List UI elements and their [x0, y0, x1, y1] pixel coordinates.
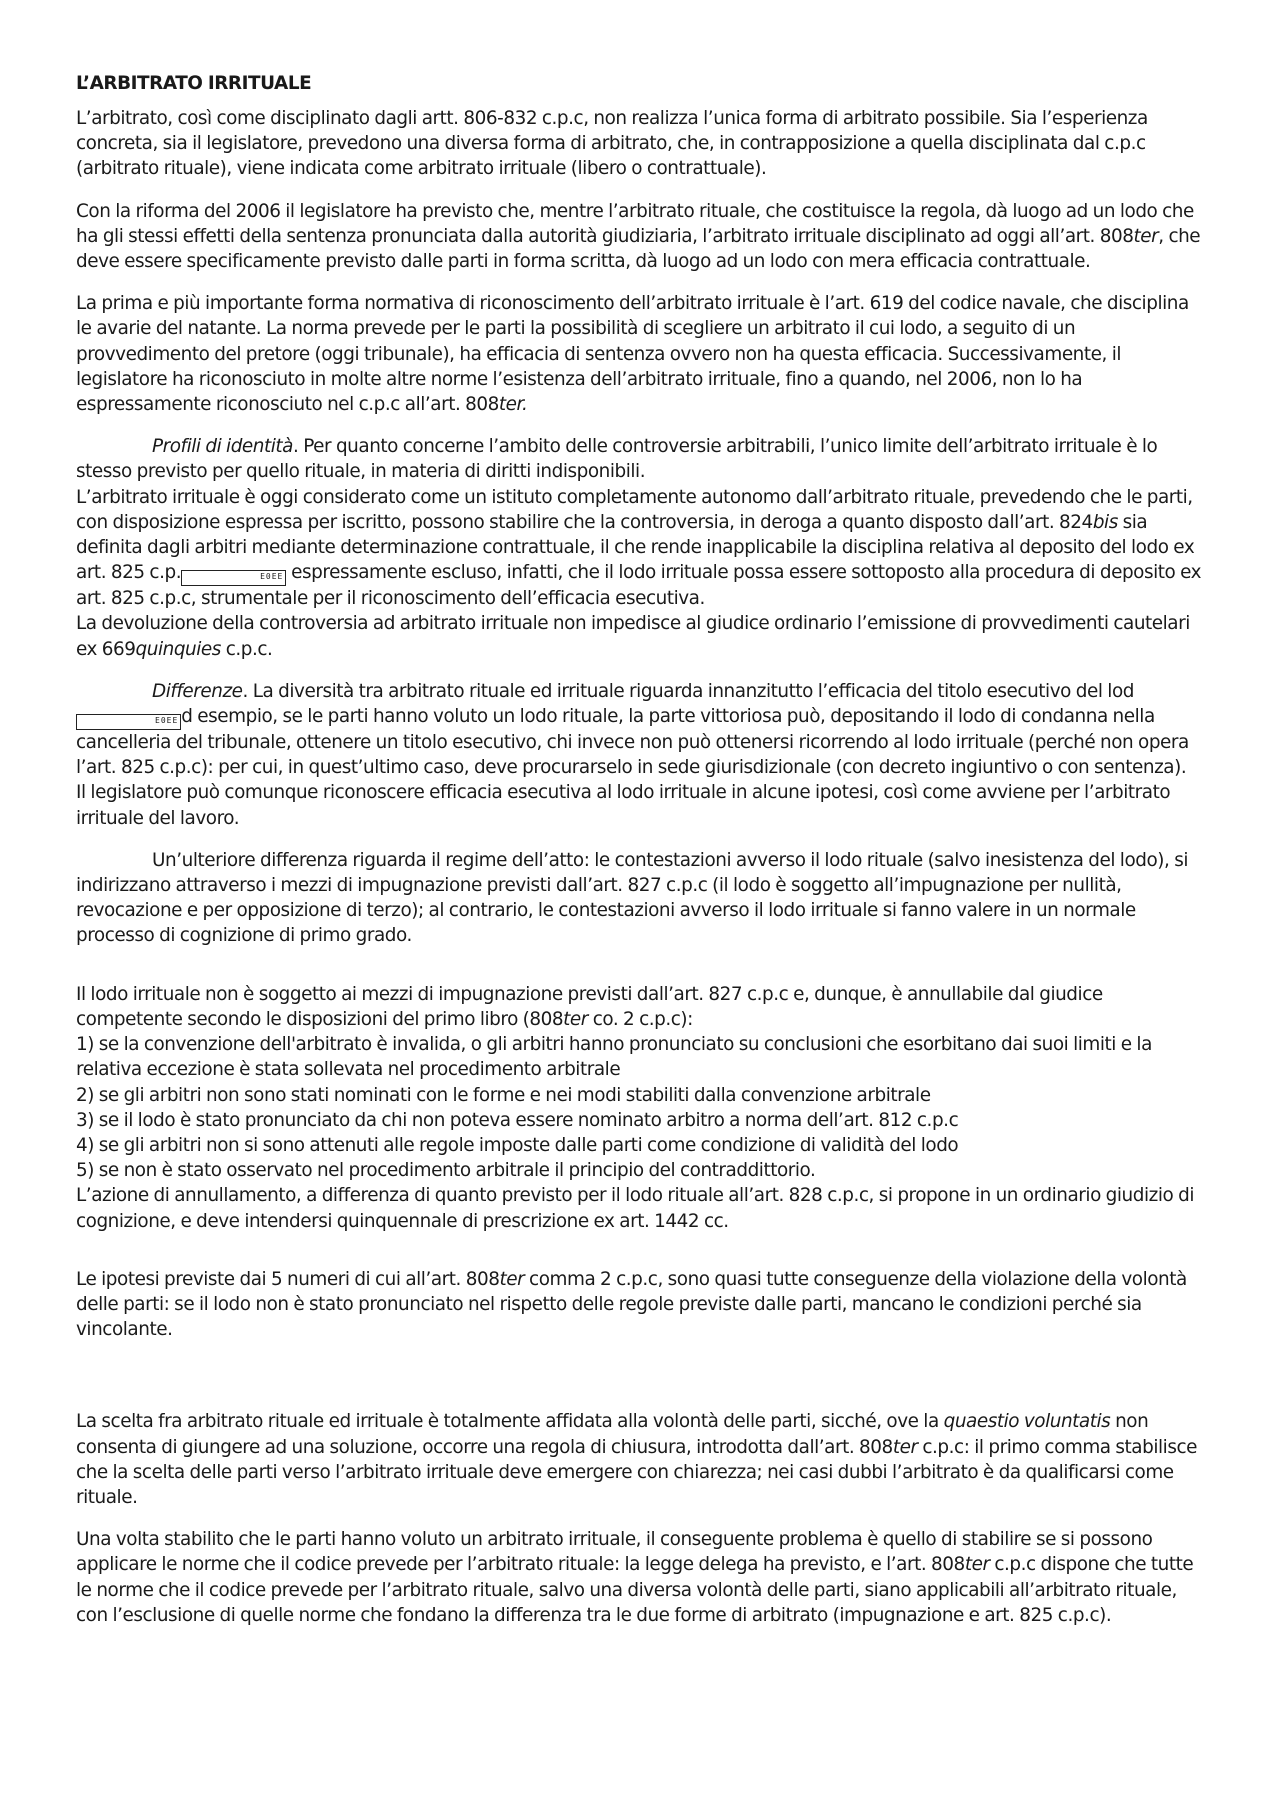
- text-run: La prima e più importante forma normativa di riconoscimento dell’arbitrato irrituale è l’art. 619 del codice navale, che disciplina le avarie del natante. La norma prevede per le parti la possibilità di scegliere un arbitrato il cui lodo, a seguito di un provvedimento del pretore (oggi tribunale), ha efficacia di sentenza ovvero non ha questa efficacia. Successivamente, il legislatore ha riconosciuto in molte altre norme l’esistenza dell’arbitrato irrituale, fino a quando, nel 2006, non lo ha espressamente riconosciuto nel c.p.c all’art. 808: [76, 293, 1189, 416]
- text-run: . La diversità tra arbitrato rituale ed irrituale riguarda innanzitutto l’efficacia del titolo esecutivo del lod: [242, 680, 1134, 702]
- text-run: La devoluzione della controversia ad arbitrato irrituale non impedisce al giudice ordinario l’emissione di provvedimenti cautelari ex 669: [76, 613, 1190, 660]
- text-run: d esempio, se le parti hanno voluto un lodo rituale, la parte vittoriosa può, depositando il lodo di condanna nella cancelleria del tribunale, ottenere un titolo esecutivo, chi invece non può ottenersi ricorrendo al lodo irrituale (perché non opera l’art. 825 c.p.c): per cui, in quest’ultimo caso, deve procurarselo in sede giurisdizionale (con decreto ingiuntivo o con sentenza).: [76, 706, 1189, 779]
- text-run: co. 2 c.p.c):: [587, 1008, 693, 1030]
- section-heading-differenze: Differenze: [152, 680, 243, 702]
- text-run: non consenta di giungere ad una soluzione, occorre una regola di chiusura, introdotta dall’art. 808: [76, 1411, 1149, 1458]
- paragraph-scelta: [76, 1409, 1208, 1510]
- text-run: Una volta stabilito che le parti hanno voluto un arbitrato irrituale, il conseguente problema è quello di stabilire se si possono applicare le norme che il codice prevede per l’arbitrato rituale: la legge delega ha previsto, e l’art. 808: [76, 1529, 1153, 1576]
- italic-run: ter: [964, 1554, 990, 1576]
- paragraph-differenze: [76, 679, 1208, 831]
- italic-run: bis: [1092, 511, 1118, 533]
- list-item: 1) se la convenzione dell'arbitrato è invalida, o gli arbitri hanno pronunciato su conclusioni che esorbitano dai suoi limiti e la relativa eccezione è stata sollevata nel procedimento arbitrale: [76, 1034, 1152, 1081]
- text-run: L’arbitrato irrituale è oggi considerato come un istituto completamente autonomo dall’arbitrato rituale, prevedendo che le parti, con disposizione espressa per iscritto, possono stabilire che la controversia, in deroga a quanto disposto dall’art. 824: [76, 486, 1193, 533]
- missing-glyph-icon: E0EE: [181, 570, 286, 586]
- text-run: , che deve essere specificamente previsto dalle parti in forma scritta, dà luogo ad un lodo con mera efficacia contrattuale.: [76, 225, 1201, 273]
- italic-run: ter: [892, 1436, 918, 1458]
- text-run: Il legislatore può comunque riconoscere efficacia esecutiva al lodo irrituale in alcune ipotesi, così come avviene per l’arbitrato irrituale del lavoro.: [76, 782, 1171, 829]
- italic-run: ter: [1133, 225, 1159, 247]
- text-run: c.p.c.: [220, 638, 273, 660]
- paragraph-impugnazione: [76, 982, 1208, 1234]
- paragraph-ipotesi: [76, 1267, 1208, 1343]
- text-run: Il lodo irrituale non è soggetto ai mezzi di impugnazione previsti dall’art. 827 c.p.c e, dunque, è annullabile dal giudice competente secondo le disposizioni del primo libro (808: [76, 983, 1103, 1030]
- section-heading-profili: Profili di identità: [152, 436, 293, 458]
- text-run: L’azione di annullamento, a differenza di quanto previsto per il lodo rituale all’art. 828 c.p.c, si propone in un ordinario giudizio di cognizione, e deve intendersi quinquennale di prescrizione ex art. 1442 cc.: [76, 1185, 1194, 1232]
- list-item: 5) se non è stato osservato nel procedimento arbitrale il principio del contraddittorio.: [76, 1160, 816, 1182]
- text-run: c.p.c: il primo comma stabilisce che la scelta delle parti verso l’arbitrato irrituale deve emergere con chiarezza; nei casi dubbi l’arbitrato è da qualificarsi come rituale.: [76, 1436, 1197, 1508]
- text-run: . Per quanto concerne l’ambito delle controversie arbitrabili, l’unico limite dell’arbitrato irrituale è lo stesso previsto per quello rituale, in materia di diritti indisponibili.: [76, 436, 1158, 483]
- text-run: comma 2 c.p.c, sono quasi tutte conseguenze della violazione della volontà delle parti: se il lodo non è stato pronunciato nel rispetto delle regole previste dalle parti, mancano le condizioni perché sia vincolante.: [76, 1268, 1187, 1341]
- text-run: espressamente escluso, infatti, che il lodo irrituale possa essere sottoposto alla procedura di deposito ex art. 825 c.p.c, strumentale per il riconoscimento dell’efficacia esecutiva.: [76, 562, 1202, 610]
- italic-run: ter.: [498, 394, 528, 416]
- list-item: 2) se gli arbitri non sono stati nominati con le forme e nei modi stabiliti dalla convenzione arbitrale: [76, 1084, 931, 1106]
- text-run: La scelta fra arbitrato rituale ed irrituale è totalmente affidata alla volontà delle parti, sicché, ove la: [76, 1411, 944, 1433]
- paragraph-regime-atto: Un’ulteriore differenza riguarda il regime dell’atto: le contestazioni avverso il lodo rituale (salvo inesistenza del lodo), si indirizzano attraverso i mezzi di impugnazione previsti dall’art. 827 c.p.c (il lodo è soggetto all’impugnazione per nullità, revocazione e per opposizione di terzo); al contrario, le contestazioni avverso il lodo irrituale si fanno valere in un normale processo di cognizione di primo grado.: [76, 849, 1188, 947]
- paragraph-intro: L’arbitrato, così come disciplinato dagli artt. 806-832 c.p.c, non realizza l’unica forma di arbitrato possibile. Sia l’esperienza concreta, sia il legislatore, prevedono una diversa forma di arbitrato, che, in contrapposizione a quella disciplinata dal c.p.c (arbitrato rituale), viene indicata come arbitrato irrituale (libero o contrattuale).: [76, 108, 1148, 180]
- italic-run: quaestio voluntatis: [943, 1411, 1111, 1433]
- paragraph-profili-identita: [76, 434, 1208, 662]
- italic-run: ter: [563, 1008, 588, 1030]
- document-title: L’ARBITRATO IRRITUALE: [76, 73, 312, 94]
- text-run: c.p.c dispone che tutte le norme che il codice prevede per l’arbitrato rituale, salvo una diversa volontà delle parti, siano applicabili all’arbitrato rituale, con l’esclusione di quelle norme che fondano la differenza tra le due forme di arbitrato (impugnazione e art. 825 c.p.c).: [76, 1554, 1194, 1626]
- text-run: Con la riforma del 2006 il legislatore ha previsto che, mentre l’arbitrato rituale, che costituisce la regola, dà luogo ad un lodo che ha gli stessi effetti della sentenza pronunciata dalla autorità giudiziaria, l’arbitrato irrituale disciplinato ad oggi all’art. 808: [76, 200, 1194, 247]
- italic-run: ter: [499, 1268, 525, 1290]
- text-run: sia definita dagli arbitri mediante determinazione contrattuale, il che rende inapplicabile la disciplina relativa al deposito del lodo ex art. 825 c.p.: [76, 511, 1195, 584]
- text-run: Le ipotesi previste dai 5 numeri di cui all’art. 808: [76, 1268, 500, 1290]
- paragraph-norme-applicabili: [76, 1527, 1208, 1628]
- list-item: 4) se gli arbitri non si sono attenuti alle regole imposte dalle parti come condizione di validità del lodo: [76, 1134, 959, 1156]
- paragraph-riforma-2006: [76, 199, 1208, 275]
- paragraph-codice-navale: [76, 291, 1208, 417]
- italic-run: quinquies: [135, 638, 221, 660]
- list-item: 3) se il lodo è stato pronunciato da chi non poteva essere nominato arbitro a norma dell’art. 812 c.p.c: [76, 1109, 959, 1131]
- missing-glyph-icon: E0EE: [76, 714, 181, 730]
